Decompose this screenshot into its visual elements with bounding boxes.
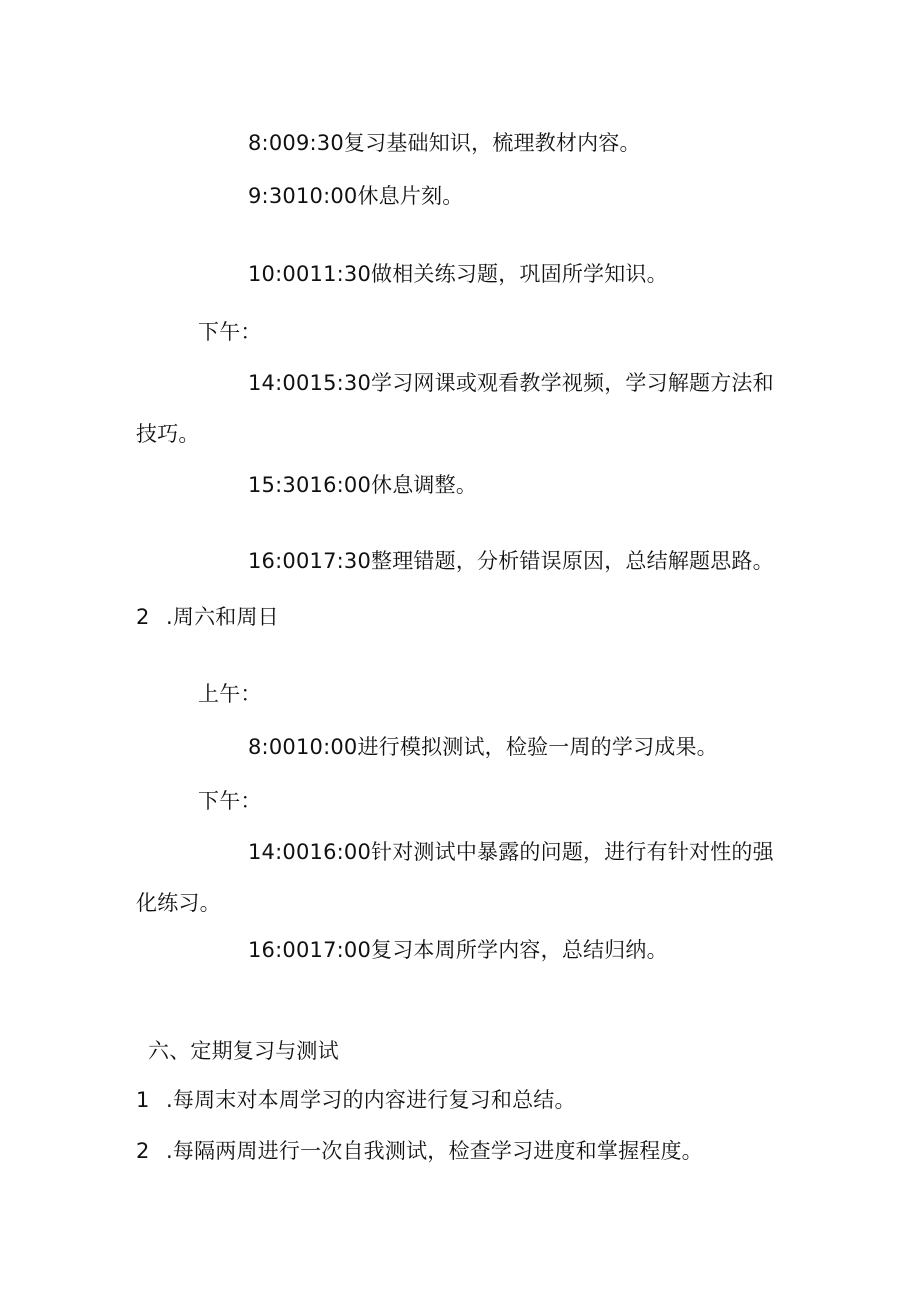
schedule-line-weekday-am-2: 9:3010:00休息片刻。 (248, 184, 464, 208)
schedule-line-weekday-pm-1: 14:0015:30学习网课或观看教学视频，学习解题方法和 (248, 371, 774, 395)
schedule-line-weekday-am-1: 8:009:30复习基础知识，梳理教材内容。 (248, 131, 641, 155)
list-item-text: .周六和周日 (166, 605, 279, 629)
schedule-line-weekend-am-1: 8:0010:00进行模拟测试，检验一周的学习成果。 (248, 735, 718, 759)
schedule-line-weekend-pm-1-wrap: 化练习。 (136, 891, 221, 915)
schedule-line-weekday-pm-3: 16:0017:30整理错题，分析错误原因，总结解题思路。 (248, 549, 774, 573)
afternoon-label: 下午： (198, 320, 262, 344)
list-item (136, 1086, 576, 1114)
schedule-line-weekend-pm-1: 14:0016:00针对测试中暴露的问题，进行有针对性的强 (248, 840, 774, 864)
list-item-text: .每隔两周进行一次自我测试，检查学习进度和掌握程度。 (166, 1139, 703, 1163)
section-heading: 六、定期复习与测试 (148, 1039, 339, 1063)
morning-label: 上午： (198, 682, 262, 706)
schedule-line-weekday-pm-1-wrap: 技巧。 (136, 422, 200, 446)
list-number: 2 (136, 605, 150, 629)
afternoon-label: 下午： (198, 789, 262, 813)
list-item-text: .每周末对本周学习的内容进行复习和总结。 (166, 1088, 576, 1112)
schedule-line-weekday-am-3: 10:0011:30做相关练习题，巩固所学知识。 (248, 262, 668, 286)
list-number: 1 (136, 1088, 150, 1112)
list-item-weekend-heading (136, 603, 279, 631)
schedule-line-weekday-pm-2: 15:3016:00休息调整。 (248, 473, 478, 497)
schedule-line-weekend-pm-2: 16:0017:00复习本周所学内容，总结归纳。 (248, 938, 668, 962)
list-number: 2 (136, 1139, 150, 1163)
list-item (136, 1137, 703, 1165)
